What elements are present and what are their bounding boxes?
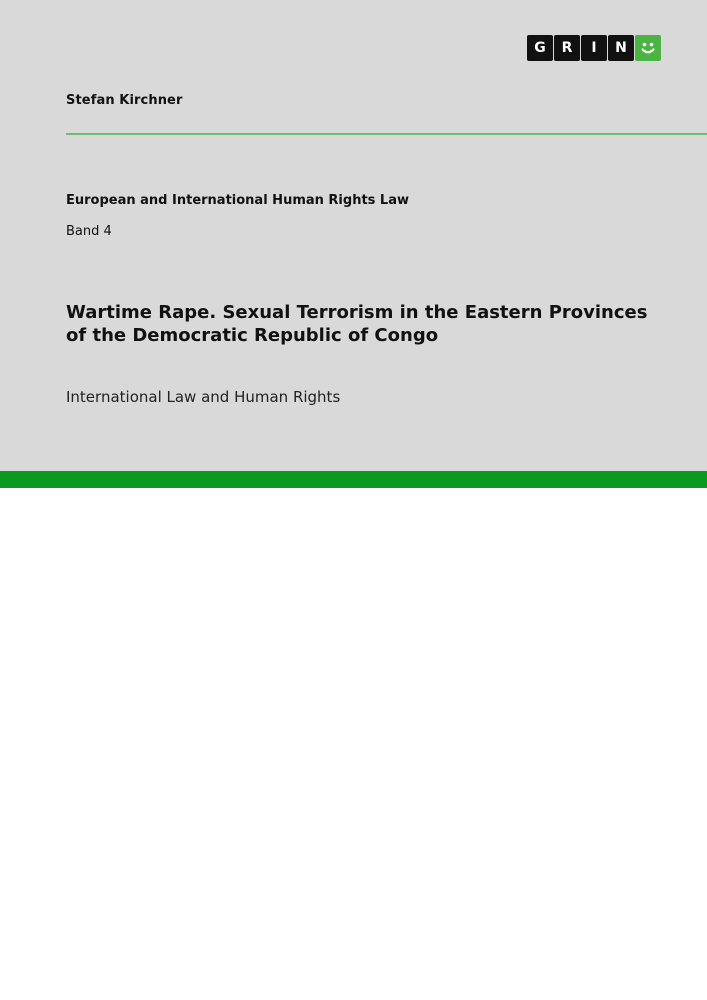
book-subtitle: International Law and Human Rights: [66, 388, 341, 406]
book-title-line-2: of the Democratic Republic of Congo: [66, 325, 439, 346]
author-name: Stefan Kirchner: [66, 93, 183, 108]
book-title-line-1: Wartime Rape. Sexual Terrorism in the Eastern Provinces: [66, 302, 648, 323]
logo-letter-i: I: [581, 35, 607, 61]
logo-letter-n: N: [608, 35, 634, 61]
divider-rule: [66, 133, 707, 135]
grin-logo: [527, 35, 661, 61]
logo-letter-g: G: [527, 35, 553, 61]
smiley-icon: [635, 35, 661, 61]
logo-letter-r: R: [554, 35, 580, 61]
book-title: [66, 301, 666, 347]
volume-label: Band 4: [66, 224, 112, 239]
green-band: [0, 471, 707, 488]
series-title: European and International Human Rights Law: [66, 193, 409, 208]
